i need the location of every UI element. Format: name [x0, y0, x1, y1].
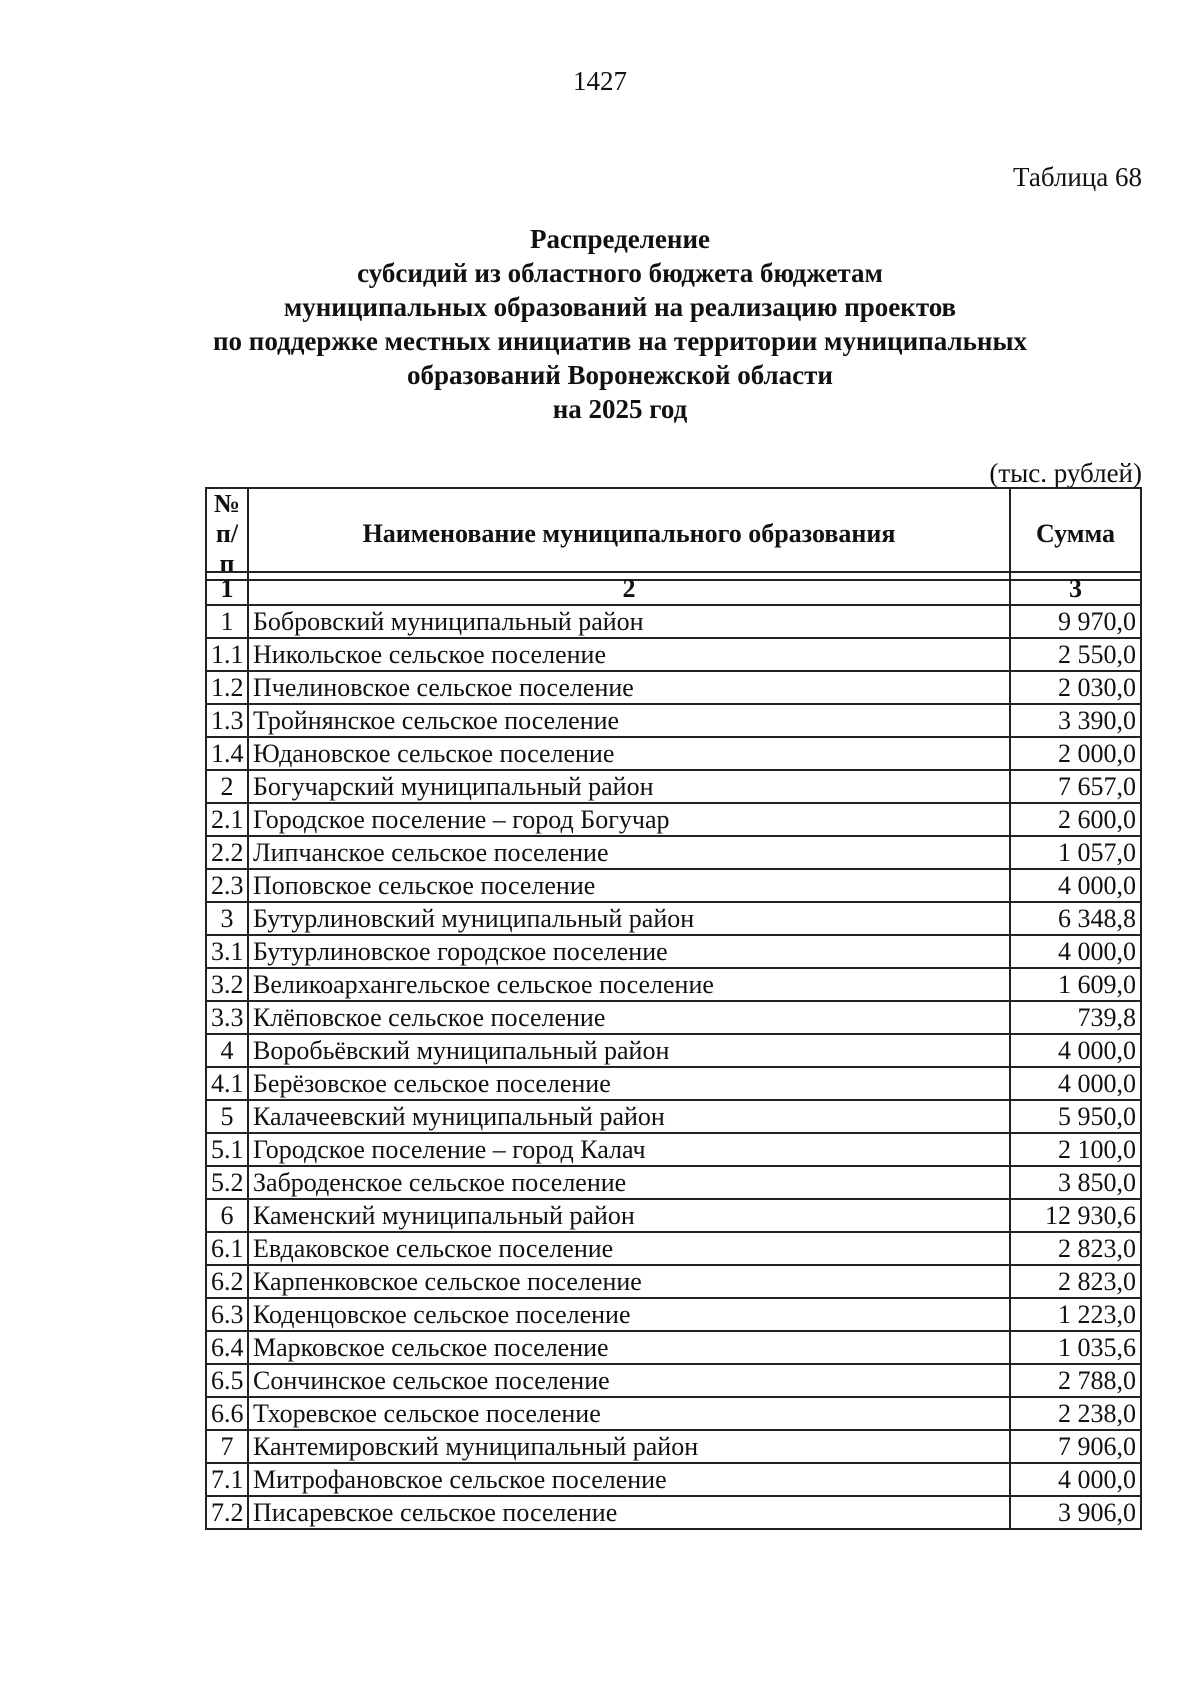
column-number: 3 — [1010, 572, 1141, 605]
row-name: Никольское сельское поселение — [248, 638, 1010, 671]
row-sum: 1 057,0 — [1010, 836, 1141, 869]
row-name: Поповское сельское поселение — [248, 869, 1010, 902]
row-number: 7.1 — [206, 1463, 248, 1496]
table-row — [206, 1364, 1141, 1397]
row-name: Бутурлиновское городское поселение — [248, 935, 1010, 968]
table-row — [206, 836, 1141, 869]
table-row — [206, 869, 1141, 902]
table-row — [206, 1034, 1141, 1067]
row-sum: 2 823,0 — [1010, 1232, 1141, 1265]
row-number: 6.6 — [206, 1397, 248, 1430]
row-name: Бобровский муниципальный район — [248, 605, 1010, 638]
table-row — [206, 1067, 1141, 1100]
row-number: 5 — [206, 1100, 248, 1133]
row-number: 3.2 — [206, 968, 248, 1001]
header-number — [206, 488, 248, 580]
row-name: Тхоревское сельское поселение — [248, 1397, 1010, 1430]
table-row — [206, 1166, 1141, 1199]
units-label: (тыс. рублей) — [989, 458, 1142, 488]
table-row — [206, 737, 1141, 770]
row-sum: 6 348,8 — [1010, 902, 1141, 935]
document-title — [120, 222, 1120, 426]
row-sum: 4 000,0 — [1010, 1067, 1141, 1100]
row-name: Марковское сельское поселение — [248, 1331, 1010, 1364]
row-number: 2 — [206, 770, 248, 803]
table-row — [206, 1001, 1141, 1034]
row-name: Клёповское сельское поселение — [248, 1001, 1010, 1034]
row-name: Тройнянское сельское поселение — [248, 704, 1010, 737]
row-name: Городское поселение – город Калач — [248, 1133, 1010, 1166]
header-number-line2: п/п — [215, 519, 239, 578]
row-number: 3.3 — [206, 1001, 248, 1034]
row-sum: 4 000,0 — [1010, 869, 1141, 902]
row-name: Воробьёвский муниципальный район — [248, 1034, 1010, 1067]
row-sum: 2 788,0 — [1010, 1364, 1141, 1397]
title-line: на 2025 год — [552, 394, 688, 424]
row-sum: 5 950,0 — [1010, 1100, 1141, 1133]
table-row — [206, 1430, 1141, 1463]
row-sum: 1 223,0 — [1010, 1298, 1141, 1331]
row-number: 7.2 — [206, 1496, 248, 1529]
table-row — [206, 1133, 1141, 1166]
row-sum: 1 035,6 — [1010, 1331, 1141, 1364]
row-name: Писаревское сельское поселение — [248, 1496, 1010, 1529]
table-row — [206, 1232, 1141, 1265]
table-row — [206, 1496, 1141, 1529]
row-sum: 1 609,0 — [1010, 968, 1141, 1001]
row-sum: 2 000,0 — [1010, 737, 1141, 770]
row-name: Великоархангельское сельское поселение — [248, 968, 1010, 1001]
row-sum: 12 930,6 — [1010, 1199, 1141, 1232]
row-number: 6 — [206, 1199, 248, 1232]
table-row — [206, 1298, 1141, 1331]
row-sum: 4 000,0 — [1010, 1463, 1141, 1496]
page-number: 1427 — [573, 66, 627, 96]
row-sum: 2 550,0 — [1010, 638, 1141, 671]
row-number: 1 — [206, 605, 248, 638]
table-row — [206, 770, 1141, 803]
row-name: Богучарский муниципальный район — [248, 770, 1010, 803]
row-number: 3.1 — [206, 935, 248, 968]
row-number: 3 — [206, 902, 248, 935]
row-sum: 739,8 — [1010, 1001, 1141, 1034]
table-row — [206, 605, 1141, 638]
row-sum: 2 238,0 — [1010, 1397, 1141, 1430]
table-row — [206, 902, 1141, 935]
table-row — [206, 1463, 1141, 1496]
table-row — [206, 1199, 1141, 1232]
row-name: Карпенковское сельское поселение — [248, 1265, 1010, 1298]
table-row — [206, 1265, 1141, 1298]
row-name: Городское поселение – город Богучар — [248, 803, 1010, 836]
row-sum: 4 000,0 — [1010, 935, 1141, 968]
table-label: Таблица 68 — [1013, 162, 1142, 192]
row-name: Коденцовское сельское поселение — [248, 1298, 1010, 1331]
row-number: 6.5 — [206, 1364, 248, 1397]
row-number: 1.4 — [206, 737, 248, 770]
row-sum: 4 000,0 — [1010, 1034, 1141, 1067]
row-number: 1.3 — [206, 704, 248, 737]
table-row — [206, 671, 1141, 704]
row-sum: 7 906,0 — [1010, 1430, 1141, 1463]
title-line: образований Воронежской области — [407, 360, 833, 390]
row-name: Юдановское сельское поселение — [248, 737, 1010, 770]
row-number: 1.2 — [206, 671, 248, 704]
table-row — [206, 968, 1141, 1001]
row-number: 4.1 — [206, 1067, 248, 1100]
row-name: Калачеевский муниципальный район — [248, 1100, 1010, 1133]
row-name: Пчелиновское сельское поселение — [248, 671, 1010, 704]
row-number: 5.1 — [206, 1133, 248, 1166]
table-header — [205, 487, 1142, 581]
row-name: Бутурлиновский муниципальный район — [248, 902, 1010, 935]
table-row — [206, 638, 1141, 671]
row-number: 7 — [206, 1430, 248, 1463]
data-table — [205, 571, 1142, 1530]
row-number: 2.2 — [206, 836, 248, 869]
column-number: 1 — [206, 572, 248, 605]
row-number: 6.3 — [206, 1298, 248, 1331]
row-number: 4 — [206, 1034, 248, 1067]
row-number: 2.1 — [206, 803, 248, 836]
row-name: Митрофановское сельское поселение — [248, 1463, 1010, 1496]
table-row — [206, 704, 1141, 737]
table-row — [206, 1331, 1141, 1364]
row-number: 6.2 — [206, 1265, 248, 1298]
header-number-line1: № — [213, 489, 241, 518]
title-line: Распределение — [529, 224, 711, 254]
row-number: 5.2 — [206, 1166, 248, 1199]
row-name: Евдаковское сельское поселение — [248, 1232, 1010, 1265]
row-sum: 2 030,0 — [1010, 671, 1141, 704]
row-sum: 9 970,0 — [1010, 605, 1141, 638]
column-numbers-row — [206, 572, 1141, 605]
row-name: Каменский муниципальный район — [248, 1199, 1010, 1232]
header-sum: Сумма — [1010, 488, 1141, 580]
row-name: Кантемировский муниципальный район — [248, 1430, 1010, 1463]
row-number: 6.4 — [206, 1331, 248, 1364]
row-name: Липчанское сельское поселение — [248, 836, 1010, 869]
table-row — [206, 1397, 1141, 1430]
table-row — [206, 803, 1141, 836]
column-number: 2 — [248, 572, 1010, 605]
row-sum: 2 100,0 — [1010, 1133, 1141, 1166]
table-body — [206, 572, 1141, 1529]
row-sum: 2 823,0 — [1010, 1265, 1141, 1298]
row-name: Сончинское сельское поселение — [248, 1364, 1010, 1397]
row-sum: 2 600,0 — [1010, 803, 1141, 836]
table-row — [206, 935, 1141, 968]
row-number: 2.3 — [206, 869, 248, 902]
row-number: 1.1 — [206, 638, 248, 671]
row-number: 6.1 — [206, 1232, 248, 1265]
row-sum: 3 850,0 — [1010, 1166, 1141, 1199]
title-line: по поддержке местных инициатив на территории муниципальных — [212, 326, 1028, 356]
title-line: муниципальных образований на реализацию проектов — [283, 292, 957, 322]
title-line: субсидий из областного бюджета бюджетам — [357, 258, 883, 288]
header-name: Наименование муниципального образования — [248, 488, 1010, 580]
row-name: Заброденское сельское поселение — [248, 1166, 1010, 1199]
table-row — [206, 1100, 1141, 1133]
row-sum: 3 906,0 — [1010, 1496, 1141, 1529]
row-sum: 7 657,0 — [1010, 770, 1141, 803]
row-sum: 3 390,0 — [1010, 704, 1141, 737]
row-name: Берёзовское сельское поселение — [248, 1067, 1010, 1100]
